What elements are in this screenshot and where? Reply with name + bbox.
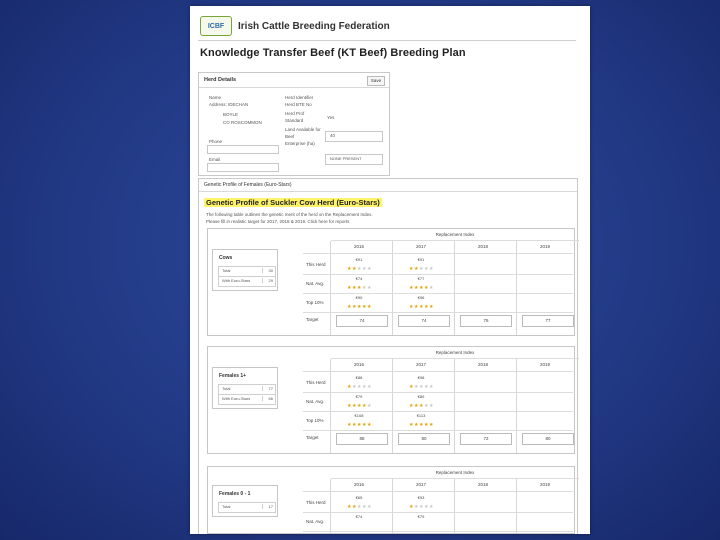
star-empty-icon: ★: [413, 504, 419, 510]
year-header: 2017: [415, 244, 426, 249]
index-value: €93: [417, 495, 425, 500]
save-button[interactable]: Save: [367, 76, 385, 86]
column-divider: [330, 241, 331, 335]
email-value: NONE PRESENT: [330, 156, 362, 161]
target-input[interactable]: 74: [398, 315, 450, 327]
row-divider: [303, 430, 573, 431]
star-empty-icon: ★: [418, 384, 424, 390]
stat-value: 17: [262, 504, 273, 509]
star-filled-icon: ★: [347, 403, 352, 409]
star-filled-icon: ★: [347, 304, 352, 310]
star-rating: [409, 304, 434, 310]
target-input[interactable]: 72: [460, 433, 512, 445]
index-value: €113: [416, 413, 426, 418]
star-empty-icon: ★: [361, 384, 367, 390]
category-stat: [218, 502, 276, 513]
star-filled-icon: ★: [356, 422, 362, 428]
star-empty-icon: ★: [351, 384, 357, 390]
star-empty-icon: ★: [366, 504, 372, 510]
star-rating: [347, 422, 372, 428]
org-name: Irish Cattle Breeding Federation: [238, 20, 390, 32]
column-divider: [454, 479, 455, 533]
target-label: Target: [306, 317, 319, 322]
replacement-index-table: [207, 466, 575, 534]
star-filled-icon: ★: [418, 422, 424, 428]
year-header: 2019: [539, 244, 550, 249]
column-divider: [330, 359, 331, 453]
row-divider: [303, 411, 573, 412]
index-value: €98: [417, 375, 425, 380]
star-filled-icon: ★: [347, 384, 352, 390]
star-filled-icon: ★: [409, 304, 414, 310]
index-title: Replacement Index: [435, 350, 475, 355]
herd-identifier-label: Herd Identifier: [285, 95, 314, 100]
index-title: Replacement Index: [435, 470, 475, 475]
year-header: 2019: [539, 482, 550, 487]
star-empty-icon: ★: [423, 384, 429, 390]
star-filled-icon: ★: [356, 304, 362, 310]
star-empty-icon: ★: [428, 384, 434, 390]
star-empty-icon: ★: [413, 384, 419, 390]
logo-text: ICBF: [207, 22, 225, 30]
star-rating: [347, 504, 372, 510]
year-divider: [303, 491, 573, 492]
star-filled-icon: ★: [356, 403, 362, 409]
herd-prof-value: Yes: [327, 115, 335, 120]
year-header: 2018: [477, 244, 488, 249]
beef-land-value: 40: [330, 133, 336, 138]
star-filled-icon: ★: [351, 285, 357, 291]
star-empty-icon: ★: [356, 266, 362, 272]
star-rating: [409, 403, 434, 409]
index-title: Replacement Index: [435, 232, 475, 237]
name-label: Name: [209, 95, 222, 100]
herd-prof-label: Herd Prof: [285, 111, 305, 116]
index-value: €108: [354, 413, 364, 418]
star-filled-icon: ★: [409, 422, 414, 428]
star-filled-icon: ★: [409, 285, 414, 291]
row-divider: [303, 392, 573, 393]
target-input[interactable]: 74: [336, 315, 388, 327]
star-filled-icon: ★: [409, 266, 414, 272]
index-value: €79: [355, 394, 363, 399]
index-value: €77: [417, 276, 425, 281]
star-filled-icon: ★: [413, 304, 419, 310]
row-divider: [303, 274, 573, 275]
email-label: Email: [209, 157, 221, 162]
year-header: 2019: [539, 362, 550, 367]
star-empty-icon: ★: [418, 504, 424, 510]
year-divider: [303, 253, 573, 254]
row-label: This Herd: [306, 380, 326, 385]
column-divider: [454, 359, 455, 453]
replacement-index-table: [207, 346, 575, 454]
star-empty-icon: ★: [361, 266, 367, 272]
star-filled-icon: ★: [366, 304, 372, 310]
index-value: €65: [355, 495, 363, 500]
star-filled-icon: ★: [361, 422, 367, 428]
star-filled-icon: ★: [409, 384, 414, 390]
star-filled-icon: ★: [418, 304, 424, 310]
star-filled-icon: ★: [351, 266, 357, 272]
row-divider: [303, 531, 573, 532]
star-filled-icon: ★: [423, 422, 429, 428]
land-available-label: Land Available for: [285, 127, 321, 132]
year-header: 2018: [477, 482, 488, 487]
document-header: [200, 16, 390, 36]
star-filled-icon: ★: [423, 304, 429, 310]
row-label: Nat. Avg.: [306, 281, 325, 286]
email-value-box: [325, 154, 383, 165]
category-title: Cows: [219, 255, 233, 261]
star-rating: [347, 266, 372, 272]
replacement-index-table: [207, 228, 575, 336]
description-line-2[interactable]: Please fill in realistic target for 2017, 2018 & 2019. Click here for reports: [206, 219, 350, 224]
star-empty-icon: ★: [428, 403, 434, 409]
row-label: This Herd: [306, 500, 326, 505]
column-divider: [392, 241, 393, 335]
category-box: [212, 485, 278, 517]
year-header: 2018: [477, 362, 488, 367]
genetic-profile-title: Genetic Profile of Females (Euro-Stars): [204, 182, 292, 188]
target-input[interactable]: 88: [336, 433, 388, 445]
icbf-logo: [200, 16, 232, 36]
star-empty-icon: ★: [366, 285, 372, 291]
column-divider: [392, 359, 393, 453]
year-divider: [303, 371, 573, 372]
row-label: Nat. Avg.: [306, 519, 325, 524]
star-rating: [409, 266, 434, 272]
column-divider: [516, 359, 517, 453]
star-rating: [347, 384, 372, 390]
star-filled-icon: ★: [413, 422, 419, 428]
star-empty-icon: ★: [423, 266, 429, 272]
year-header: 2017: [415, 482, 426, 487]
category-stat: [218, 276, 276, 287]
column-divider: [454, 241, 455, 335]
star-rating: [347, 304, 372, 310]
star-filled-icon: ★: [413, 285, 419, 291]
star-filled-icon: ★: [361, 403, 367, 409]
star-empty-icon: ★: [361, 504, 367, 510]
star-filled-icon: ★: [351, 403, 357, 409]
herd-bte-label: Herd BTE No: [285, 102, 312, 107]
document-title: Knowledge Transfer Beef (KT Beef) Breeding Plan: [200, 47, 466, 59]
star-rating: [347, 285, 372, 291]
index-value: €88: [355, 375, 363, 380]
star-filled-icon: ★: [347, 266, 352, 272]
year-header: 2016: [353, 362, 364, 367]
breeding-plan-document: [190, 6, 590, 534]
star-filled-icon: ★: [423, 285, 429, 291]
column-divider: [330, 479, 331, 533]
row-label: This Herd: [306, 262, 326, 267]
star-filled-icon: ★: [428, 304, 434, 310]
header-divider: [331, 358, 579, 359]
category-title: Females 1+: [219, 373, 247, 379]
stat-label: Total: [222, 386, 231, 391]
star-rating: [409, 384, 434, 390]
star-rating: [409, 504, 434, 510]
index-value: €91: [417, 257, 425, 262]
index-value: €79: [417, 514, 425, 519]
star-empty-icon: ★: [366, 403, 372, 409]
herd-details-title: Herd Details: [204, 77, 237, 83]
phone-input[interactable]: [207, 145, 279, 154]
stat-label: With Euro-Stars: [222, 278, 251, 283]
star-filled-icon: ★: [413, 403, 419, 409]
stat-label: Total: [222, 504, 231, 509]
star-empty-icon: ★: [423, 403, 429, 409]
beef-land-input[interactable]: [325, 131, 383, 142]
enterprise-label: Enterprise (ha): [285, 141, 315, 146]
herd-details-panel: [198, 72, 390, 176]
star-filled-icon: ★: [347, 422, 352, 428]
star-filled-icon: ★: [366, 422, 372, 428]
star-rating: [409, 422, 434, 428]
target-input[interactable]: 80: [398, 433, 450, 445]
index-value: €96: [417, 295, 425, 300]
category-stat: [218, 394, 276, 405]
row-divider: [303, 312, 573, 313]
stat-value: 30: [262, 268, 273, 273]
row-divider: [303, 293, 573, 294]
star-filled-icon: ★: [351, 504, 357, 510]
row-label: Top 10%: [306, 300, 324, 305]
address-line-3: CO ROSCOMMON: [223, 120, 262, 125]
category-box: [212, 367, 278, 409]
star-empty-icon: ★: [361, 285, 367, 291]
star-filled-icon: ★: [351, 304, 357, 310]
row-label: Top 10%: [306, 418, 324, 423]
stat-label: With Euro-Stars: [222, 396, 251, 401]
star-empty-icon: ★: [428, 266, 434, 272]
row-label: Nat. Avg.: [306, 399, 325, 404]
year-header: 2016: [353, 244, 364, 249]
index-value: €91: [355, 257, 363, 262]
suckler-cow-title: Genetic Profile of Suckler Cow Herd (Euro-Stars): [206, 198, 380, 207]
star-filled-icon: ★: [409, 403, 414, 409]
star-filled-icon: ★: [347, 504, 352, 510]
star-empty-icon: ★: [356, 504, 362, 510]
star-filled-icon: ★: [351, 422, 357, 428]
beef-label: Beef: [285, 134, 295, 139]
index-value: €90: [355, 295, 363, 300]
header-divider: [331, 240, 579, 241]
email-input[interactable]: [207, 163, 279, 172]
row-divider: [303, 512, 573, 513]
description-line-1: The following table outlines the genetic merit of the herd on the Replacement Index.: [206, 212, 373, 217]
target-input[interactable]: 80: [522, 433, 574, 445]
star-empty-icon: ★: [428, 504, 434, 510]
star-empty-icon: ★: [356, 384, 362, 390]
star-empty-icon: ★: [366, 266, 372, 272]
star-rating: [409, 285, 434, 291]
header-divider: [198, 40, 576, 41]
star-empty-icon: ★: [423, 504, 429, 510]
star-empty-icon: ★: [366, 384, 372, 390]
index-value: €74: [355, 514, 363, 519]
category-title: Females 0 - 1: [219, 491, 251, 497]
header-divider: [331, 478, 579, 479]
stat-value: 29: [262, 278, 273, 283]
column-divider: [516, 241, 517, 335]
stat-value: 66: [262, 396, 273, 401]
stat-value: 77: [262, 386, 273, 391]
star-filled-icon: ★: [418, 403, 424, 409]
phone-label: Phone: [209, 139, 223, 144]
star-empty-icon: ★: [428, 285, 434, 291]
star-filled-icon: ★: [356, 285, 362, 291]
star-filled-icon: ★: [418, 285, 424, 291]
star-filled-icon: ★: [347, 285, 352, 291]
category-box: [212, 249, 278, 291]
standard-label: Standard: [285, 118, 304, 123]
address-label: Address: IDECHAN: [209, 102, 249, 107]
index-value: €89: [417, 394, 425, 399]
star-empty-icon: ★: [418, 266, 424, 272]
column-divider: [392, 479, 393, 533]
target-input[interactable]: 77: [522, 315, 574, 327]
star-filled-icon: ★: [361, 304, 367, 310]
address-line-2: BOYLE: [223, 112, 239, 117]
index-value: €74: [355, 276, 363, 281]
star-filled-icon: ★: [413, 266, 419, 272]
year-header: 2016: [353, 482, 364, 487]
star-filled-icon: ★: [409, 504, 414, 510]
stat-label: Total: [222, 268, 231, 273]
star-filled-icon: ★: [428, 422, 434, 428]
column-divider: [516, 479, 517, 533]
star-rating: [347, 403, 372, 409]
target-label: Target: [306, 435, 319, 440]
target-input[interactable]: 76: [460, 315, 512, 327]
year-header: 2017: [415, 362, 426, 367]
